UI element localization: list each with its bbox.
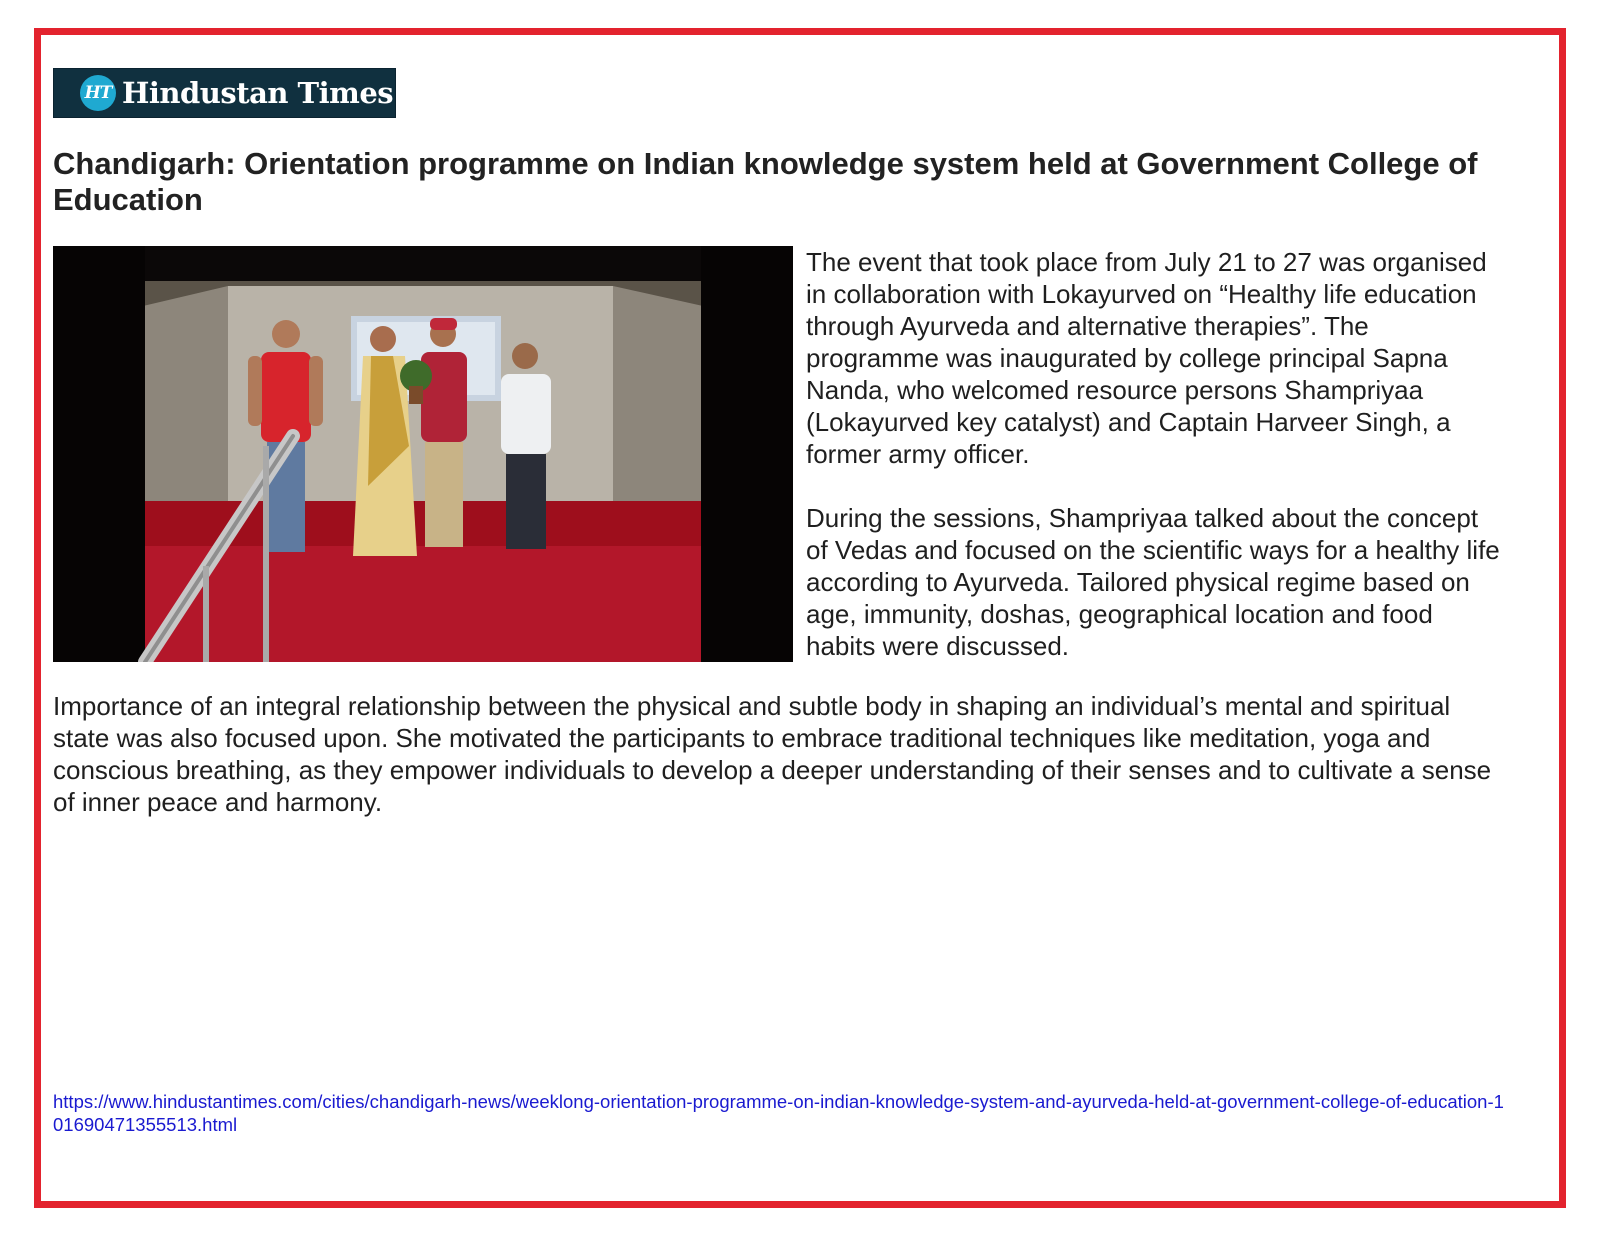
- article-paragraph-2: During the sessions, Shampriyaa talked about the concept of Vedas and focused on the scientific ways for a healthy life according to Ayurveda. Tailored physical regime based on age, immunity, doshas, geographical location and food habits were discussed.: [806, 503, 1500, 661]
- article-headline: Chandigarh: Orientation programme on Indian knowledge system held at Government College of Education: [53, 146, 1478, 217]
- event-photo: [53, 246, 793, 662]
- hindustan-times-logo: [53, 68, 396, 118]
- article-paragraph-3: Importance of an integral relationship between the physical and subtle body in shaping an individual’s mental and spiritual state was also focused upon. She motivated the participants to embrace traditional techniques like meditation, yoga and conscious breathing, as they empower individuals to develop a deeper understanding of their senses and to cultivate a sense of inner peace and harmony.: [53, 691, 1492, 817]
- article-content: [53, 68, 1501, 844]
- logo-wordmark: Hindustan Times: [122, 75, 394, 110]
- source-url-link[interactable]: https://www.hindustantimes.com/cities/chandigarh-news/weeklong-orientation-programme-on-indian-knowledge-system-and-ayurveda-held-at-government-college-of-education-101690471355513.html: [53, 1091, 1504, 1135]
- article-body-row: [53, 246, 1501, 662]
- article-paragraph-1: The event that took place from July 21 to 27 was organised in collaboration with Lokayurved on “Healthy life education through Ayurveda and alternative therapies”. The programme was inaugurated by college principal Sapna Nanda, who welcomed resource persons Shampriyaa (Lokayurved key catalyst) and Captain Harveer Singh, a former army officer.: [806, 247, 1487, 469]
- side-text-column: [806, 246, 1501, 662]
- ht-logo-mark: HT: [80, 75, 116, 111]
